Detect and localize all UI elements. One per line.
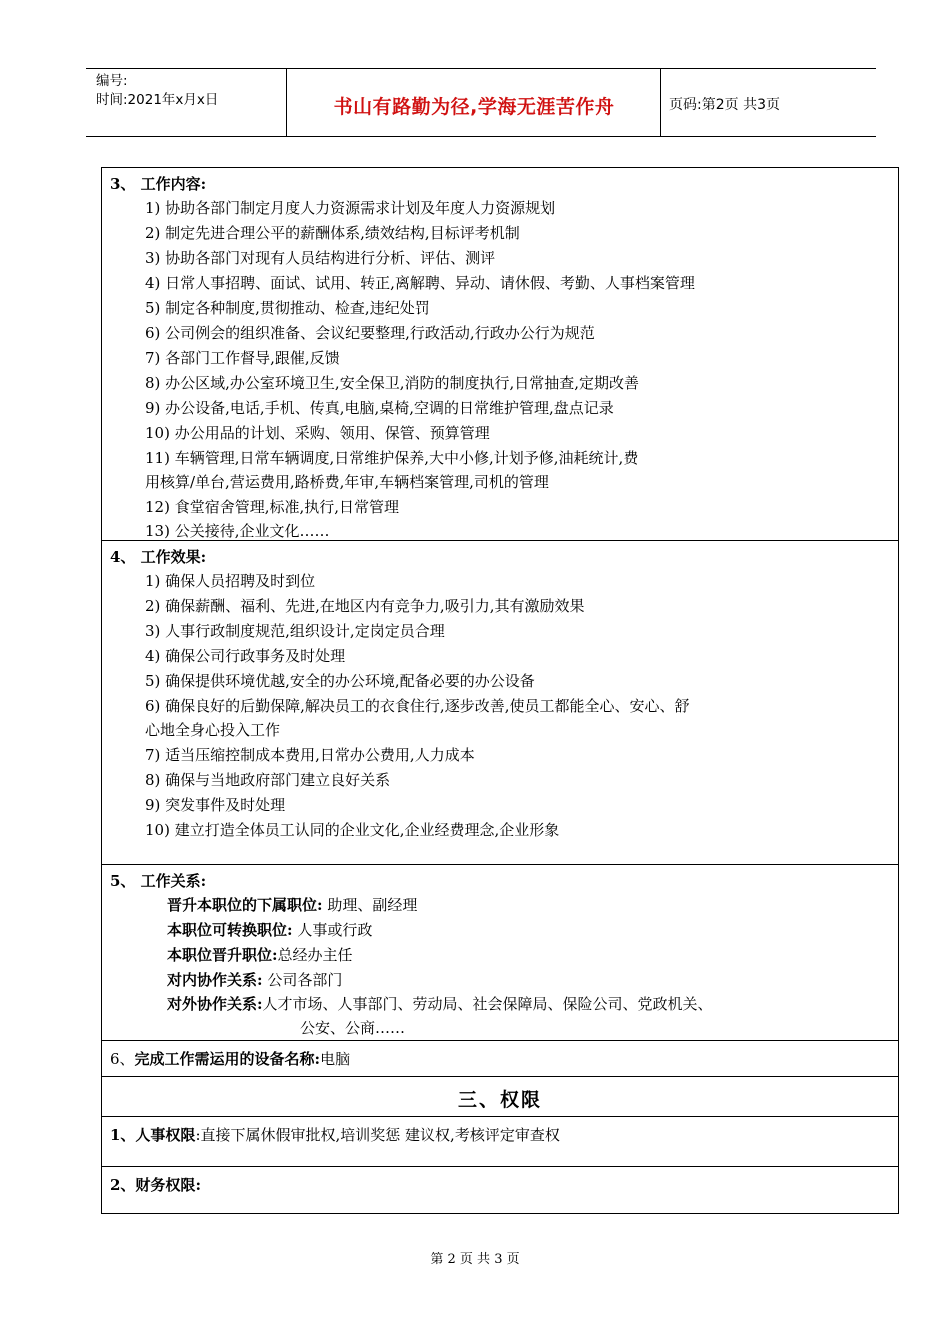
document-time: 时间:2021年x月x日 bbox=[96, 92, 219, 108]
list-item: 1) 确保人员招聘及时到位 bbox=[145, 572, 316, 590]
list-item: 5) 制定各种制度,贯彻推动、检查,违纪处罚 bbox=[145, 299, 430, 317]
relation-value: 公司各部门 bbox=[262, 971, 343, 989]
relation-label: 本职位晋升职位: bbox=[167, 946, 278, 964]
page-footer: 第 2 页 共 3 页 bbox=[430, 1252, 520, 1267]
list-item: 13) 公关接待,企业文化…… bbox=[145, 522, 330, 540]
list-item: 2) 制定先进合理公平的薪酬体系,绩效结构,目标评考机制 bbox=[145, 224, 520, 242]
list-item: 11) 车辆管理,日常车辆调度,日常维护保养,大中小修,计划予修,油耗统计,费 bbox=[145, 449, 639, 467]
list-item-continuation: 用核算/单台,营运费用,路桥费,年审,车辆档案管理,司机的管理 bbox=[145, 473, 549, 491]
section-title: 4、 工作效果: bbox=[110, 548, 207, 566]
relation-value: 总经办主任 bbox=[277, 946, 353, 964]
list-item: 10) 办公用品的计划、采购、领用、保管、预算管理 bbox=[145, 424, 490, 442]
relation-value: 助理、副经理 bbox=[322, 896, 418, 914]
equipment-value: 电脑 bbox=[320, 1050, 351, 1068]
equipment-row bbox=[110, 1048, 350, 1069]
list-item: 4) 日常人事招聘、面试、试用、转正,离解聘、异动、请休假、考勤、人事档案管理 bbox=[145, 274, 695, 292]
header-page-number: 页码:第2页 共3页 bbox=[669, 97, 780, 113]
list-item: 12) 食堂宿舍管理,标准,执行,日常管理 bbox=[145, 498, 400, 516]
relation-row bbox=[167, 944, 353, 965]
list-item: 1) 协助各部门制定月度人力资源需求计划及年度人力资源规划 bbox=[145, 199, 556, 217]
section-title: 3、 工作内容: bbox=[110, 175, 207, 193]
section-equipment bbox=[102, 1041, 898, 1077]
authority-label: 2、财务权限: bbox=[110, 1176, 201, 1194]
list-item: 3) 协助各部门对现有人员结构进行分析、评估、测评 bbox=[145, 249, 496, 267]
header-divider-left bbox=[286, 68, 287, 136]
relation-continuation: 公安、公商…… bbox=[300, 1019, 406, 1037]
relation-label: 晋升本职位的下属职位: bbox=[167, 896, 323, 914]
header-bottom-rule bbox=[86, 136, 876, 137]
job-description-table bbox=[101, 167, 899, 1214]
list-item: 6) 公司例会的组织准备、会议纪要整理,行政活动,行政办公行为规范 bbox=[145, 324, 595, 342]
list-item: 7) 适当压缩控制成本费用,日常办公费用,人力成本 bbox=[145, 746, 475, 764]
section-work-content bbox=[102, 168, 898, 541]
section-authority-heading bbox=[102, 1077, 898, 1117]
list-item: 9) 突发事件及时处理 bbox=[145, 796, 286, 814]
header-meta bbox=[96, 72, 218, 110]
header-motto: 书山有路勤为径,学海无涯苦作舟 bbox=[333, 96, 615, 118]
section-work-relations bbox=[102, 865, 898, 1041]
relation-value: 人才市场、人事部门、劳动局、社会保障局、保险公司、党政机关、 bbox=[262, 995, 713, 1013]
list-item: 9) 办公设备,电话,手机、传真,电脑,桌椅,空调的日常维护管理,盘点记录 bbox=[145, 399, 614, 417]
list-item: 10) 建立打造全体员工认同的企业文化,企业经费理念,企业形象 bbox=[145, 821, 560, 839]
list-item: 4) 确保公司行政事务及时处理 bbox=[145, 647, 346, 665]
relation-row bbox=[167, 969, 342, 990]
relation-label: 对内协作关系: bbox=[167, 971, 263, 989]
authority-personnel-row bbox=[110, 1124, 560, 1145]
equipment-prefix: 6、 bbox=[110, 1050, 135, 1068]
list-item: 8) 办公区域,办公室环境卫生,安全保卫,消防的制度执行,日常抽查,定期改善 bbox=[145, 374, 640, 392]
relation-row bbox=[167, 894, 417, 915]
authority-finance-row bbox=[110, 1174, 201, 1195]
relation-value: 人事或行政 bbox=[292, 921, 373, 939]
relation-label: 本职位可转换职位: bbox=[167, 921, 293, 939]
header-divider-right bbox=[660, 68, 661, 136]
authority-title: 三、权限 bbox=[457, 1089, 542, 1111]
relation-row bbox=[167, 919, 372, 940]
list-item: 8) 确保与当地政府部门建立良好关系 bbox=[145, 771, 391, 789]
section-work-results bbox=[102, 541, 898, 865]
equipment-label: 完成工作需运用的设备名称: bbox=[134, 1050, 321, 1068]
authority-label: 1、人事权限 bbox=[110, 1126, 196, 1144]
list-item: 3) 人事行政制度规范,组织设计,定岗定员合理 bbox=[145, 622, 445, 640]
list-item: 7) 各部门工作督导,跟催,反馈 bbox=[145, 349, 340, 367]
relation-label: 对外协作关系: bbox=[167, 995, 263, 1013]
authority-personnel bbox=[102, 1117, 898, 1167]
authority-finance bbox=[102, 1167, 898, 1213]
relation-row bbox=[167, 993, 713, 1014]
list-item: 2) 确保薪酬、福利、先进,在地区内有竞争力,吸引力,其有激励效果 bbox=[145, 597, 585, 615]
header-top-rule bbox=[86, 68, 876, 69]
list-item: 6) 确保良好的后勤保障,解决员工的衣食住行,逐步改善,使员工都能全心、安心、舒 bbox=[145, 697, 690, 715]
list-item: 5) 确保提供环境优越,安全的办公环境,配备必要的办公设备 bbox=[145, 672, 535, 690]
list-item-continuation: 心地全身心投入工作 bbox=[145, 721, 281, 739]
document-number: 编号: bbox=[96, 73, 128, 89]
authority-value: :直接下属休假审批权,培训奖惩 建议权,考核评定审查权 bbox=[195, 1126, 560, 1144]
section-title: 5、 工作关系: bbox=[110, 872, 207, 890]
